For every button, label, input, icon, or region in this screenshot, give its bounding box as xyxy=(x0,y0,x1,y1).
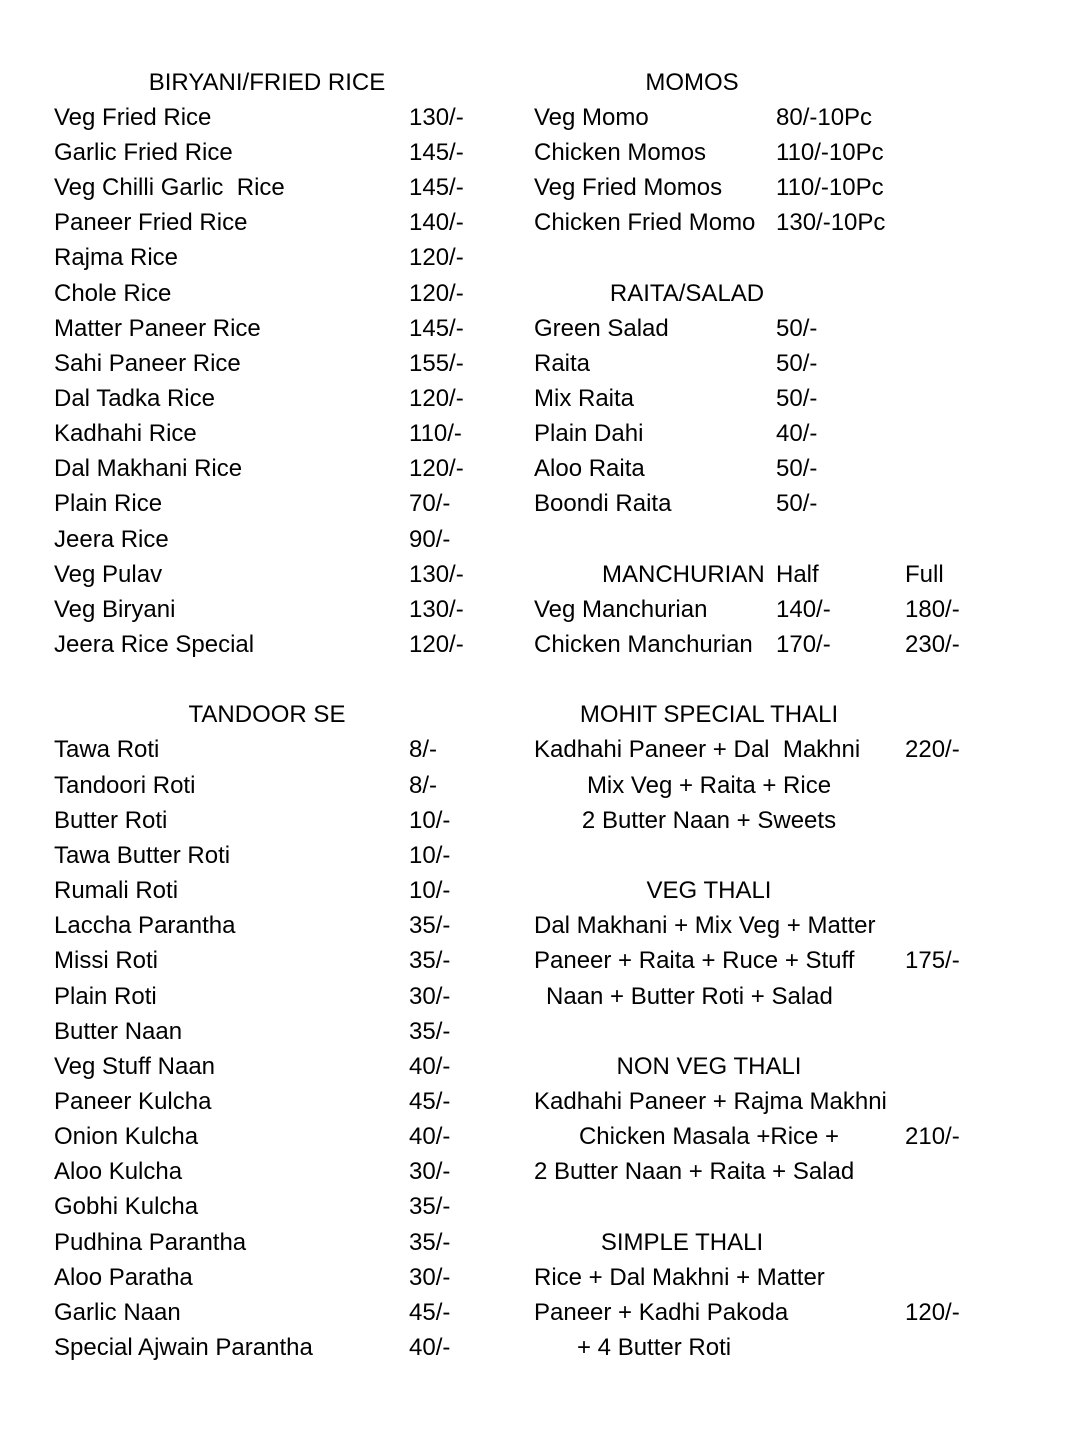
menu-item-name: Veg Biryani xyxy=(54,596,176,623)
thali-line: Rice + Dal Makhni + Matter xyxy=(534,1264,825,1291)
thali-line: Paneer + Kadhi Pakoda xyxy=(534,1299,789,1326)
menu-item-name: Missi Roti xyxy=(54,947,159,974)
menu-item-price: 50/- xyxy=(776,455,818,482)
menu-item-name: Matter Paneer Rice xyxy=(54,315,261,342)
menu-item-name: Plain Roti xyxy=(54,983,157,1010)
menu-item-name: Veg Fried Rice xyxy=(54,104,212,131)
thali-line: Kadhahi Paneer + Dal Makhni xyxy=(534,736,861,763)
menu-item-price: 30/- xyxy=(409,983,451,1010)
menu-item-full-price: 230/- xyxy=(905,631,960,658)
menu-item-price: 145/- xyxy=(409,174,464,201)
menu-item-price: 130/- xyxy=(409,596,464,623)
menu-item-name: Chicken Momos xyxy=(534,139,707,166)
menu-item-price: 45/- xyxy=(409,1299,451,1326)
menu-item-name: Aloo Paratha xyxy=(54,1264,193,1291)
menu-item-name: Butter Naan xyxy=(54,1018,183,1045)
menu-item-name: Dal Tadka Rice xyxy=(54,385,215,412)
menu-item-price: 40/- xyxy=(409,1334,451,1361)
menu-item-price: 110/-10Pc xyxy=(776,174,884,201)
menu-item-price: 80/-10Pc xyxy=(776,104,873,131)
menu-item-price: 90/- xyxy=(409,526,451,553)
menu-item-half-price: 170/- xyxy=(776,631,831,658)
menu-item-price: 120/- xyxy=(409,385,464,412)
menu-item-name: Mix Raita xyxy=(534,385,635,412)
menu-item-price: 130/-10Pc xyxy=(776,209,886,236)
menu-item-name: Pudhina Parantha xyxy=(54,1229,247,1256)
menu-item-price: 120/- xyxy=(409,631,464,658)
menu-item-name: Tawa Butter Roti xyxy=(54,842,231,869)
menu-item-name: Plain Rice xyxy=(54,490,163,517)
menu-item-name: Tawa Roti xyxy=(54,736,160,763)
thali-line: Mix Veg + Raita + Rice xyxy=(586,772,832,799)
menu-item-price: 50/- xyxy=(776,315,818,342)
menu-item-name: Tandoori Roti xyxy=(54,772,196,799)
thali-line: Paneer + Raita + Ruce + Stuff xyxy=(534,947,855,974)
menu-item-price: 10/- xyxy=(409,807,451,834)
menu-item-name: Veg Manchurian xyxy=(534,596,708,623)
menu-item-price: 120/- xyxy=(409,244,464,271)
thali-line: + 4 Butter Roti xyxy=(577,1334,732,1361)
menu-item-name: Garlic Naan xyxy=(54,1299,181,1326)
menu-item-price: 110/- xyxy=(409,420,462,447)
menu-item-price: 145/- xyxy=(409,139,464,166)
manchurian-heading: MANCHURIAN xyxy=(602,561,765,588)
menu-item-name: Dal Makhani Rice xyxy=(54,455,243,482)
veg-thali-price: 175/- xyxy=(905,947,960,974)
thali-line: Naan + Butter Roti + Salad xyxy=(546,983,833,1010)
veg-thali-heading: VEG THALI xyxy=(646,877,772,904)
menu-item-name: Chicken Manchurian xyxy=(534,631,753,658)
menu-item-price: 50/- xyxy=(776,385,818,412)
nonveg-thali-price: 210/- xyxy=(905,1123,960,1150)
menu-item-price: 35/- xyxy=(409,947,451,974)
tandoor-heading: TANDOOR SE xyxy=(188,701,346,728)
nonveg-thali-heading: NON VEG THALI xyxy=(616,1053,802,1080)
menu-item-name: Plain Dahi xyxy=(534,420,644,447)
menu-item-name: Jeera Rice Special xyxy=(54,631,255,658)
menu-item-name: Onion Kulcha xyxy=(54,1123,199,1150)
menu-item-name: Rumali Roti xyxy=(54,877,179,904)
menu-item-price: 130/- xyxy=(409,104,464,131)
mohit-thali-price: 220/- xyxy=(905,736,960,763)
menu-item-price: 8/- xyxy=(409,736,438,763)
menu-item-price: 10/- xyxy=(409,842,451,869)
menu-item-price: 8/- xyxy=(409,772,438,799)
menu-item-price: 35/- xyxy=(409,912,451,939)
menu-item-name: Veg Pulav xyxy=(54,561,163,588)
menu-item-price: 110/-10Pc xyxy=(776,139,884,166)
menu-item-name: Rajma Rice xyxy=(54,244,179,271)
menu-item-price: 30/- xyxy=(409,1158,451,1185)
menu-item-name: Chole Rice xyxy=(54,280,172,307)
thali-line: Chicken Masala +Rice + xyxy=(578,1123,840,1150)
menu-item-price: 35/- xyxy=(409,1018,451,1045)
menu-item-price: 35/- xyxy=(409,1229,451,1256)
menu-item-price: 145/- xyxy=(409,315,464,342)
menu-item-price: 40/- xyxy=(409,1123,451,1150)
menu-item-price: 40/- xyxy=(776,420,818,447)
momos-heading: MOMOS xyxy=(645,69,739,96)
menu-item-name: Veg Fried Momos xyxy=(534,174,723,201)
raita-heading: RAITA/SALAD xyxy=(609,280,765,307)
thali-line: Kadhahi Paneer + Rajma Makhni xyxy=(534,1088,887,1115)
menu-item-name: Boondi Raita xyxy=(534,490,672,517)
simple-thali-price: 120/- xyxy=(905,1299,960,1326)
menu-item-price: 45/- xyxy=(409,1088,451,1115)
menu-item-price: 10/- xyxy=(409,877,451,904)
menu-item-name: Veg Momo xyxy=(534,104,649,131)
menu-item-price: 140/- xyxy=(409,209,464,236)
menu-item-price: 120/- xyxy=(409,455,464,482)
menu-item-name: Aloo Raita xyxy=(534,455,645,482)
menu-item-price: 120/- xyxy=(409,280,464,307)
menu-item-name: Butter Roti xyxy=(54,807,168,834)
menu-item-name: Sahi Paneer Rice xyxy=(54,350,241,377)
menu-item-name: Laccha Parantha xyxy=(54,912,236,939)
menu-item-price: 30/- xyxy=(409,1264,451,1291)
menu-item-name: Aloo Kulcha xyxy=(54,1158,183,1185)
menu-item-price: 155/- xyxy=(409,350,464,377)
biryani-heading: BIRYANI/FRIED RICE xyxy=(148,69,386,96)
menu-item-price: 40/- xyxy=(409,1053,451,1080)
thali-line: 2 Butter Naan + Raita + Salad xyxy=(534,1158,855,1185)
menu-item-price: 70/- xyxy=(409,490,451,517)
menu-item-full-price: 180/- xyxy=(905,596,960,623)
menu-item-name: Green Salad xyxy=(534,315,669,342)
manchurian-half-label: Half xyxy=(776,561,819,588)
menu-item-name: Paneer Kulcha xyxy=(54,1088,212,1115)
menu-item-name: Chicken Fried Momo xyxy=(534,209,756,236)
manchurian-full-label: Full xyxy=(905,561,944,588)
menu-item-price: 50/- xyxy=(776,490,818,517)
menu-item-price: 130/- xyxy=(409,561,464,588)
menu-item-name: Jeera Rice xyxy=(54,526,169,553)
thali-line: 2 Butter Naan + Sweets xyxy=(581,807,837,834)
menu-item-name: Veg Stuff Naan xyxy=(54,1053,216,1080)
mohit-thali-heading: MOHIT SPECIAL THALI xyxy=(579,701,839,728)
simple-thali-heading: SIMPLE THALI xyxy=(600,1229,764,1256)
thali-line: Dal Makhani + Mix Veg + Matter xyxy=(534,912,876,939)
menu-item-name: Veg Chilli Garlic Rice xyxy=(54,174,285,201)
menu-item-name: Gobhi Kulcha xyxy=(54,1193,199,1220)
menu-item-half-price: 140/- xyxy=(776,596,831,623)
menu-item-price: 35/- xyxy=(409,1193,451,1220)
menu-item-name: Raita xyxy=(534,350,591,377)
menu-item-name: Paneer Fried Rice xyxy=(54,209,248,236)
menu-item-name: Garlic Fried Rice xyxy=(54,139,233,166)
menu-item-name: Special Ajwain Parantha xyxy=(54,1334,313,1361)
menu-item-price: 50/- xyxy=(776,350,818,377)
menu-item-name: Kadhahi Rice xyxy=(54,420,197,447)
